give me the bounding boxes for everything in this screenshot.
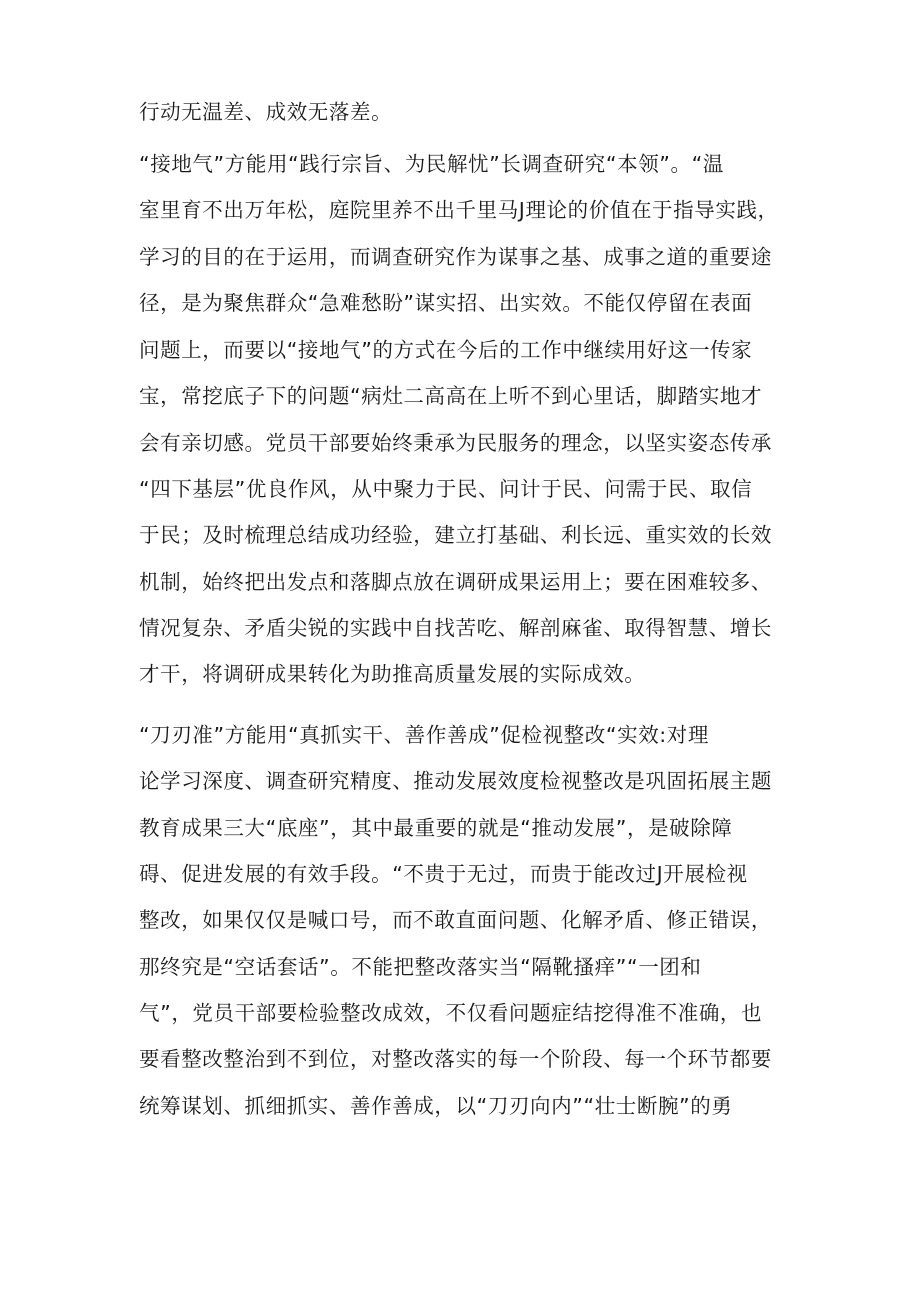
text-line: 学习的目的在于运用，而调查研究作为谋事之基、成事之道的重要途: [139, 245, 772, 269]
text-line: 要看整改整治到不到位，对整改落实的每一个阶段、每一个环节都要: [139, 1047, 772, 1071]
text-line: “刀刃准”方能用“真抓实干、善作善成”促检视整改“实效:对理: [139, 723, 710, 747]
text-line: 问题上，而要以“接地气”的方式在今后的工作中继续用好这一传家: [139, 338, 753, 362]
text-line: 论学习深度、调查研究精度、推动发展效度检视整改是巩固拓展主题: [139, 769, 772, 793]
text-line: 情况复杂、矛盾尖锐的实践中自找苦吃、解剖麻雀、取得智慧、增长: [139, 616, 772, 640]
text-line: “接地气”方能用“践行宗旨、为民解忧”长调查研究“本领”。“温: [139, 152, 724, 176]
text-line: 行动无温差、成效无落差。: [139, 100, 393, 124]
text-line: 才干，将调研成果转化为助推高质量发展的实际成效。: [139, 662, 646, 686]
text-line: 室里育不出万年松，庭院里养不出千里马J理论的价值在于指导实践，: [139, 198, 779, 222]
text-line: 会有亲切感。党员干部要始终秉承为民服务的理念，以坚实姿态传承: [139, 431, 772, 455]
text-line: 于民；及时梳理总结成功经验，建立打基础、利长远、重实效的长效: [139, 523, 772, 547]
text-line: 那终究是“空话套话”。不能把整改落实当“隔靴搔痒”“一团和: [139, 955, 702, 979]
text-line: 机制，始终把出发点和落脚点放在调研成果运用上；要在困难较多、: [139, 570, 772, 594]
text-line: 整改，如果仅仅是喊口号，而不敢直面问题、化解矛盾、修正错误，: [139, 908, 772, 932]
text-line: 宝，常挖底子下的问题“病灶二高高在上听不到心里话，脚踏实地才: [139, 384, 763, 408]
text-line: 径，是为聚焦群众“急难愁盼”谋实招、出实效。不能仅停留在表面: [139, 291, 753, 315]
text-line: 统筹谋划、抓细抓实、善作善成，以“刀刃向内”“壮士断腕”的勇: [139, 1094, 733, 1118]
text-line: 气”，党员干部要检验整改成效，不仅看问题症结挖得准不准确，也: [139, 1001, 763, 1025]
text-line: “四下基层”优良作风，从中聚力于民、问计于民、问需于民、取信: [139, 477, 753, 501]
text-line: 教育成果三大“底座”，其中最重要的就是“推动发展”，是破除障: [139, 816, 733, 840]
text-line: 碍、促进发展的有效手段。“不贵于无过，而贵于能改过J开展检视: [139, 862, 748, 886]
